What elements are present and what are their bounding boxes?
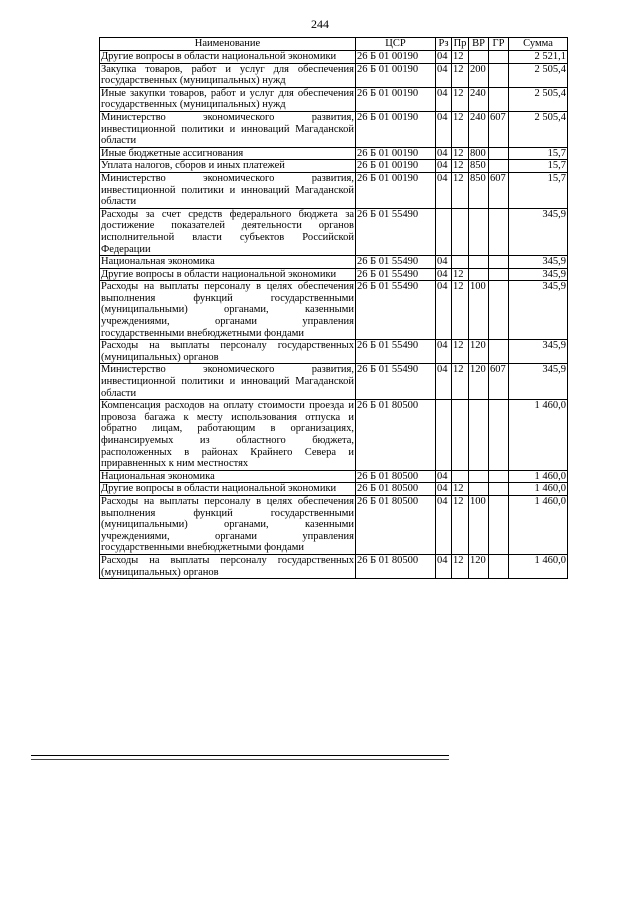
- table-row: [100, 147, 568, 160]
- cell-rz: 04: [436, 172, 452, 208]
- cell-csr: 26 Б 01 55490: [356, 256, 436, 269]
- table-row: [100, 172, 568, 208]
- cell-sum: 345,9: [509, 208, 568, 255]
- cell-gr: [489, 470, 509, 483]
- cell-csr: 26 Б 01 00190: [356, 51, 436, 64]
- table-row: [100, 51, 568, 64]
- cell-gr: 607: [489, 364, 509, 400]
- cell-gr: [489, 160, 509, 173]
- cell-rz: 04: [436, 87, 452, 111]
- cell-csr: 26 Б 01 00190: [356, 172, 436, 208]
- table-row: [100, 364, 568, 400]
- cell-rz: 04: [436, 470, 452, 483]
- cell-rz: 04: [436, 268, 452, 281]
- header-sum: Сумма: [509, 38, 568, 51]
- cell-sum: 15,7: [509, 160, 568, 173]
- cell-rz: 04: [436, 111, 452, 147]
- cell-rz: 04: [436, 495, 452, 554]
- cell-csr: 26 Б 01 00190: [356, 160, 436, 173]
- cell-gr: [489, 63, 509, 87]
- cell-vr: [469, 208, 489, 255]
- cell-pr: 12: [452, 172, 469, 208]
- cell-vr: [469, 268, 489, 281]
- table-row: [100, 281, 568, 340]
- table-body: [100, 51, 568, 579]
- cell-sum: 1 460,0: [509, 483, 568, 496]
- cell-rz: [436, 400, 452, 471]
- cell-vr: [469, 400, 489, 471]
- cell-pr: 12: [452, 554, 469, 578]
- cell-sum: 2 505,4: [509, 111, 568, 147]
- table-row: [100, 554, 568, 578]
- cell-name: Расходы на выплаты персоналу государственных (муниципальных) органов: [101, 340, 354, 363]
- cell-pr: 12: [452, 160, 469, 173]
- table-row: [100, 63, 568, 87]
- table-row: [100, 87, 568, 111]
- cell-sum: 1 460,0: [509, 495, 568, 554]
- cell-sum: 2 521,1: [509, 51, 568, 64]
- cell-vr: [469, 51, 489, 64]
- table-row: [100, 340, 568, 364]
- cell-csr: 26 Б 01 55490: [356, 268, 436, 281]
- cell-gr: [489, 554, 509, 578]
- cell-vr: 120: [469, 364, 489, 400]
- cell-sum: 2 505,4: [509, 87, 568, 111]
- table-row: [100, 268, 568, 281]
- divider-line: [31, 755, 449, 756]
- table-header: [100, 38, 568, 51]
- page-number: 244: [311, 17, 329, 31]
- cell-name: Расходы на выплаты персоналу государственных (муниципальных) органов: [101, 554, 354, 578]
- cell-name: Министерство экономического развития, инвестиционной политики и инноваций Магаданской области: [101, 111, 354, 147]
- cell-pr: 12: [452, 111, 469, 147]
- cell-pr: [452, 470, 469, 483]
- cell-gr: [489, 87, 509, 111]
- cell-gr: 607: [489, 172, 509, 208]
- cell-pr: 12: [452, 87, 469, 111]
- cell-gr: [489, 400, 509, 471]
- table-row: [100, 208, 568, 255]
- header-pr: Пр: [452, 38, 469, 51]
- cell-gr: [489, 483, 509, 496]
- header-vr: ВР: [469, 38, 489, 51]
- cell-sum: 2 505,4: [509, 63, 568, 87]
- cell-rz: 04: [436, 63, 452, 87]
- cell-rz: 04: [436, 147, 452, 160]
- cell-sum: 15,7: [509, 172, 568, 208]
- header-rz: Рз: [436, 38, 452, 51]
- cell-rz: 04: [436, 160, 452, 173]
- cell-vr: 800: [469, 147, 489, 160]
- cell-rz: 04: [436, 340, 452, 364]
- cell-pr: 12: [452, 364, 469, 400]
- cell-vr: 100: [469, 281, 489, 340]
- cell-rz: 04: [436, 554, 452, 578]
- cell-rz: 04: [436, 51, 452, 64]
- table-row: [100, 495, 568, 554]
- cell-gr: [489, 51, 509, 64]
- header-csr: ЦСР: [356, 38, 436, 51]
- cell-csr: 26 Б 01 00190: [356, 63, 436, 87]
- cell-pr: 12: [452, 281, 469, 340]
- cell-name: Расходы за счет средств федерального бюджета за достижение показателей деятельности органов исполнительной власти субъектов Российской Федерации: [101, 208, 354, 255]
- cell-pr: 12: [452, 51, 469, 64]
- cell-csr: 26 Б 01 00190: [356, 87, 436, 111]
- cell-pr: 12: [452, 63, 469, 87]
- cell-name: Национальная экономика: [100, 256, 356, 269]
- cell-pr: 12: [452, 147, 469, 160]
- header-name: Наименование: [100, 38, 356, 51]
- cell-vr: 120: [469, 340, 489, 364]
- cell-rz: 04: [436, 483, 452, 496]
- cell-pr: [452, 400, 469, 471]
- cell-pr: [452, 256, 469, 269]
- header-row: [100, 38, 568, 51]
- cell-vr: [469, 483, 489, 496]
- divider-line-secondary: [31, 759, 449, 760]
- cell-vr: 200: [469, 63, 489, 87]
- cell-sum: 1 460,0: [509, 470, 568, 483]
- cell-name: Уплата налогов, сборов и иных платежей: [100, 160, 356, 173]
- table-row: [100, 400, 568, 471]
- cell-sum: 345,9: [509, 256, 568, 269]
- cell-csr: 26 Б 01 80500: [356, 495, 436, 554]
- cell-csr: 26 Б 01 55490: [356, 340, 436, 364]
- cell-rz: 04: [436, 281, 452, 340]
- cell-gr: [489, 208, 509, 255]
- cell-name: Расходы на выплаты персоналу в целях обеспечения выполнения функций государственными (муниципальными) органами, казенными учреждениями, органами управления государственными внебюджетными фондами: [101, 495, 354, 554]
- cell-pr: [452, 208, 469, 255]
- cell-csr: 26 Б 01 55490: [356, 281, 436, 340]
- cell-vr: 850: [469, 160, 489, 173]
- cell-csr: 26 Б 01 55490: [356, 364, 436, 400]
- cell-name: Иные бюджетные ассигнования: [100, 147, 356, 160]
- cell-rz: 04: [436, 364, 452, 400]
- cell-rz: [436, 208, 452, 255]
- cell-sum: 345,9: [509, 364, 568, 400]
- cell-gr: [489, 256, 509, 269]
- cell-gr: [489, 147, 509, 160]
- cell-name: Министерство экономического развития, инвестиционной политики и инноваций Магаданской области: [101, 364, 354, 399]
- cell-gr: 607: [489, 111, 509, 147]
- cell-csr: 26 Б 01 55490: [356, 208, 436, 255]
- cell-sum: 345,9: [509, 340, 568, 364]
- cell-sum: 345,9: [509, 268, 568, 281]
- cell-name: Национальная экономика: [100, 470, 356, 483]
- cell-csr: 26 Б 01 00190: [356, 111, 436, 147]
- cell-sum: 1 460,0: [509, 554, 568, 578]
- header-gr: ГР: [489, 38, 509, 51]
- table-row: [100, 470, 568, 483]
- cell-pr: 12: [452, 268, 469, 281]
- cell-name: Иные закупки товаров, работ и услуг для обеспечения государственных (муниципальных) нужд: [101, 87, 354, 111]
- cell-name: Другие вопросы в области национальной экономики: [100, 51, 356, 64]
- budget-table: [99, 37, 568, 579]
- cell-sum: 345,9: [509, 281, 568, 340]
- cell-pr: 12: [452, 483, 469, 496]
- cell-vr: 120: [469, 554, 489, 578]
- cell-pr: 12: [452, 340, 469, 364]
- cell-gr: [489, 495, 509, 554]
- cell-vr: [469, 470, 489, 483]
- cell-name: Компенсация расходов на оплату стоимости проезда и провоза багажа к месту использования отпуска и обратно лицам, работающим в организациях, финансируемых из областного бюджета, расположенных в районах Крайнего Севера и приравненных к ним местностях: [101, 400, 354, 470]
- cell-gr: [489, 281, 509, 340]
- cell-csr: 26 Б 01 00190: [356, 147, 436, 160]
- cell-gr: [489, 340, 509, 364]
- cell-vr: 240: [469, 111, 489, 147]
- cell-csr: 26 Б 01 80500: [356, 400, 436, 471]
- cell-pr: 12: [452, 495, 469, 554]
- cell-csr: 26 Б 01 80500: [356, 470, 436, 483]
- table-row: [100, 111, 568, 147]
- cell-csr: 26 Б 01 80500: [356, 554, 436, 578]
- cell-name: Расходы на выплаты персоналу в целях обеспечения выполнения функций государственными (муниципальными) органами, казенными учреждениями, органами управления государственными внебюджетными фондами: [101, 281, 354, 339]
- cell-vr: 100: [469, 495, 489, 554]
- cell-sum: 1 460,0: [509, 400, 568, 471]
- cell-rz: 04: [436, 256, 452, 269]
- table-row: [100, 483, 568, 496]
- cell-vr: 850: [469, 172, 489, 208]
- cell-name: Другие вопросы в области национальной экономики: [100, 268, 356, 281]
- cell-sum: 15,7: [509, 147, 568, 160]
- table-row: [100, 160, 568, 173]
- cell-csr: 26 Б 01 80500: [356, 483, 436, 496]
- cell-name: Другие вопросы в области национальной экономики: [100, 483, 356, 496]
- cell-vr: 240: [469, 87, 489, 111]
- cell-vr: [469, 256, 489, 269]
- table-row: [100, 256, 568, 269]
- cell-name: Министерство экономического развития, инвестиционной политики и инноваций Магаданской области: [101, 172, 354, 208]
- cell-name: Закупка товаров, работ и услуг для обеспечения государственных (муниципальных) нужд: [101, 63, 354, 87]
- cell-gr: [489, 268, 509, 281]
